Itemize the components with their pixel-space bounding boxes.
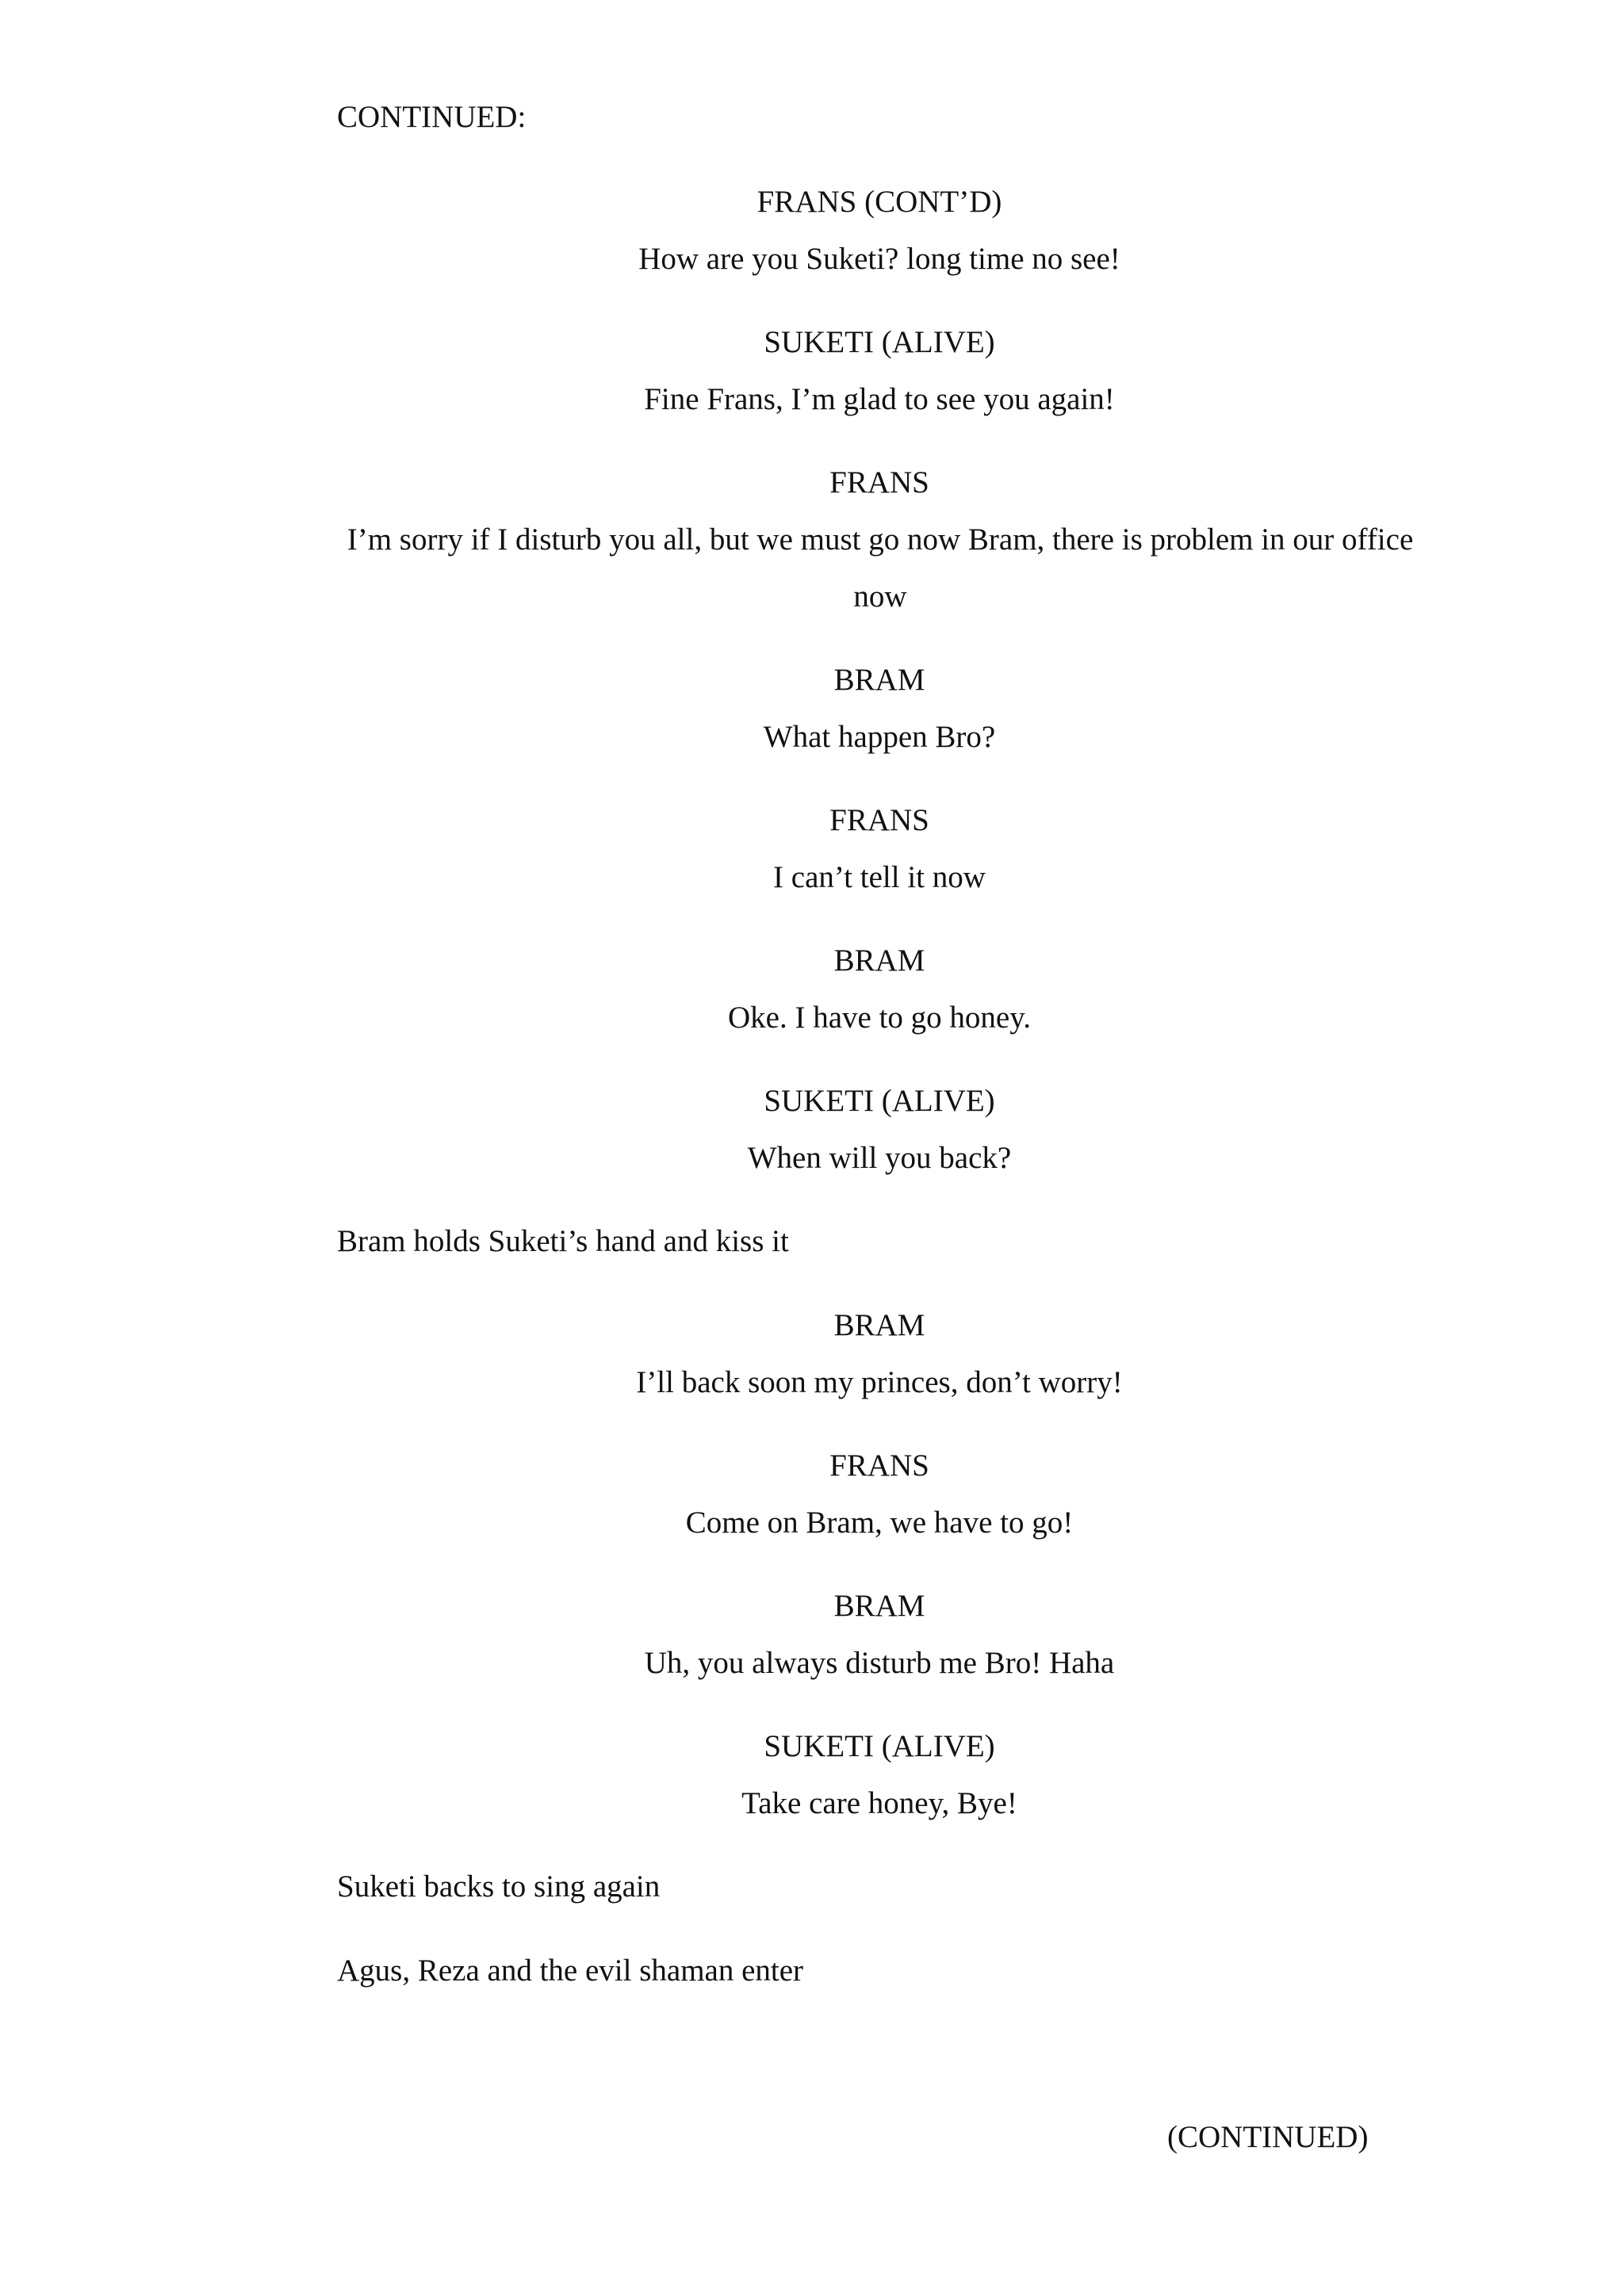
dialogue-line: Oke. I have to go honey. xyxy=(728,1001,1031,1035)
action-line: Bram holds Suketi’s hand and kiss it xyxy=(337,1224,789,1258)
dialogue-line: I can’t tell it now xyxy=(773,860,986,894)
continued-footer: (CONTINUED) xyxy=(1167,2120,1369,2154)
action-line: Agus, Reza and the evil shaman enter xyxy=(337,1954,804,1988)
action-line: Suketi backs to sing again xyxy=(337,1869,661,1904)
character-cue: SUKETI (ALIVE) xyxy=(764,325,995,359)
dialogue-line: I’ll back soon my princes, don’t worry! xyxy=(636,1365,1123,1399)
dialogue-line: What happen Bro? xyxy=(763,720,996,754)
dialogue-line: I’m sorry if I disturb you all, but we must go now Bram, there is problem in our office now xyxy=(347,522,1414,614)
dialogue-line: Come on Bram, we have to go! xyxy=(685,1506,1074,1540)
character-cue: FRANS xyxy=(829,1448,929,1483)
character-cue: SUKETI (ALIVE) xyxy=(764,1729,995,1763)
character-cue: SUKETI (ALIVE) xyxy=(764,1084,995,1118)
dialogue-line: When will you back? xyxy=(747,1141,1012,1175)
character-cue: BRAM xyxy=(833,1308,925,1342)
character-cue: BRAM xyxy=(833,663,925,697)
character-cue: BRAM xyxy=(833,943,925,978)
character-cue: BRAM xyxy=(833,1589,925,1623)
dialogue-line: Uh, you always disturb me Bro! Haha xyxy=(644,1646,1115,1680)
character-cue: FRANS (CONT’D) xyxy=(756,185,1002,219)
dialogue-line: How are you Suketi? long time no see! xyxy=(638,242,1120,276)
continued-header: CONTINUED: xyxy=(337,100,527,134)
dialogue-line: Take care honey, Bye! xyxy=(741,1786,1017,1820)
dialogue-line: Fine Frans, I’m glad to see you again! xyxy=(644,382,1115,416)
character-cue: FRANS xyxy=(829,465,929,499)
character-cue: FRANS xyxy=(829,803,929,837)
